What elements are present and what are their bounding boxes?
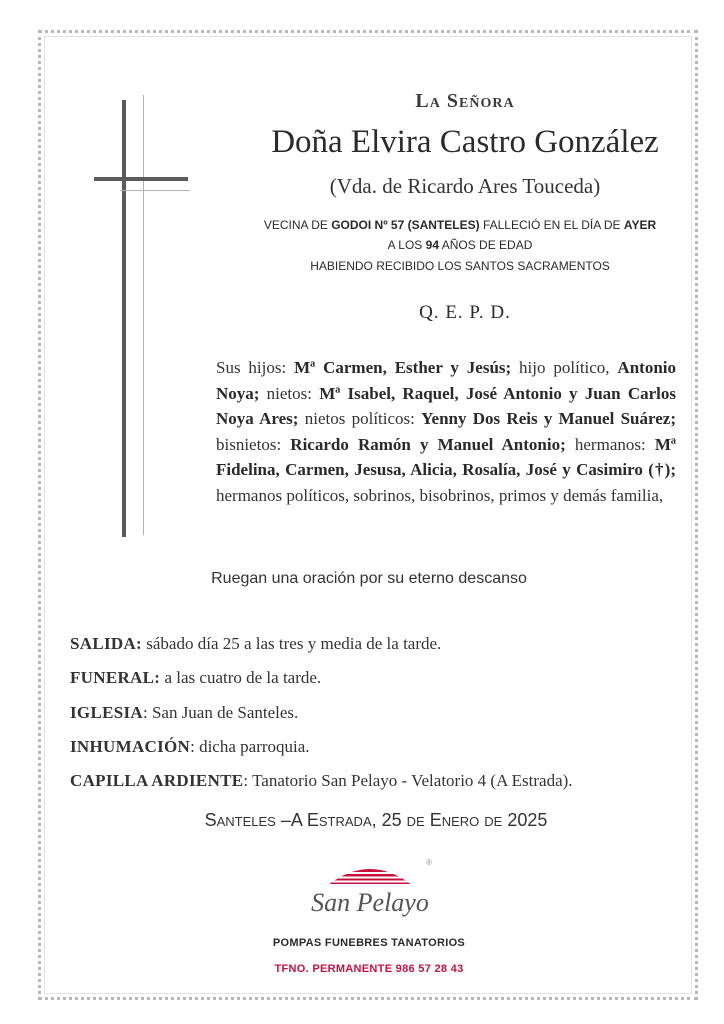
qepd: Q. E. P. D. xyxy=(419,302,511,323)
san-pelayo-logo xyxy=(300,855,440,925)
family-paragraph: Sus hijos: Mª Carmen, Esther y Jesús; hijo político, Antonio Noya; nietos: Mª Isabel, Raquel, José Antonio y Juan Carlos Noya Ares; nietos políticos: Yenny Dos Reis y Manuel Suárez; bisnietos: Ricardo Ramón y Manuel Antonio; hermanos: Mª Fidelina, Carmen, Jesusa, Alicia, Rosalía, José y Casimiro (†); hermanos políticos, sobrinos, bisobrinos, primos y demás familia, xyxy=(216,358,676,505)
detail-line-1: VECINA DE GODOI Nº 57 (SANTELES) FALLECIÓ EN EL DÍA DE AYER xyxy=(263,218,657,232)
prayer-line: Ruegan una oración por su eterno descanso xyxy=(211,570,527,587)
schedule-inhumacion: INHUMACIÓN: dicha parroquia. xyxy=(70,737,310,756)
schedule-capilla: CAPILLA ARDIENTE: Tanatorio San Pelayo - Velatorio 4 (A Estrada). xyxy=(70,771,573,790)
detail-line-2: A LOS 94 AÑOS DE EDAD xyxy=(387,238,533,252)
logo-text: San Pelayo xyxy=(311,888,429,917)
schedule-salida: SALIDA: sábado día 25 a las tres y media de la tarde. xyxy=(70,634,442,653)
widow-of: (Vda. de Ricardo Ares Touceda) xyxy=(329,174,601,198)
detail-line-3: HABIENDO RECIBIDO LOS SANTOS SACRAMENTOS xyxy=(310,259,610,273)
company-phone: TFNO. PERMANENTE 986 57 28 43 xyxy=(274,963,464,975)
date-line: Santeles –A Estrada, 25 de Enero de 2025 xyxy=(204,810,548,830)
schedule-iglesia: IGLESIA: San Juan de Santeles. xyxy=(70,703,299,722)
schedule-funeral: FUNERAL: a las cuatro de la tarde. xyxy=(70,668,322,687)
title-small: La Señora xyxy=(415,90,515,112)
registered-mark: ® xyxy=(426,858,432,867)
company-tagline: POMPAS FUNEBRES TANATORIOS xyxy=(272,937,466,949)
deceased-name: Doña Elvira Castro González xyxy=(271,124,659,160)
